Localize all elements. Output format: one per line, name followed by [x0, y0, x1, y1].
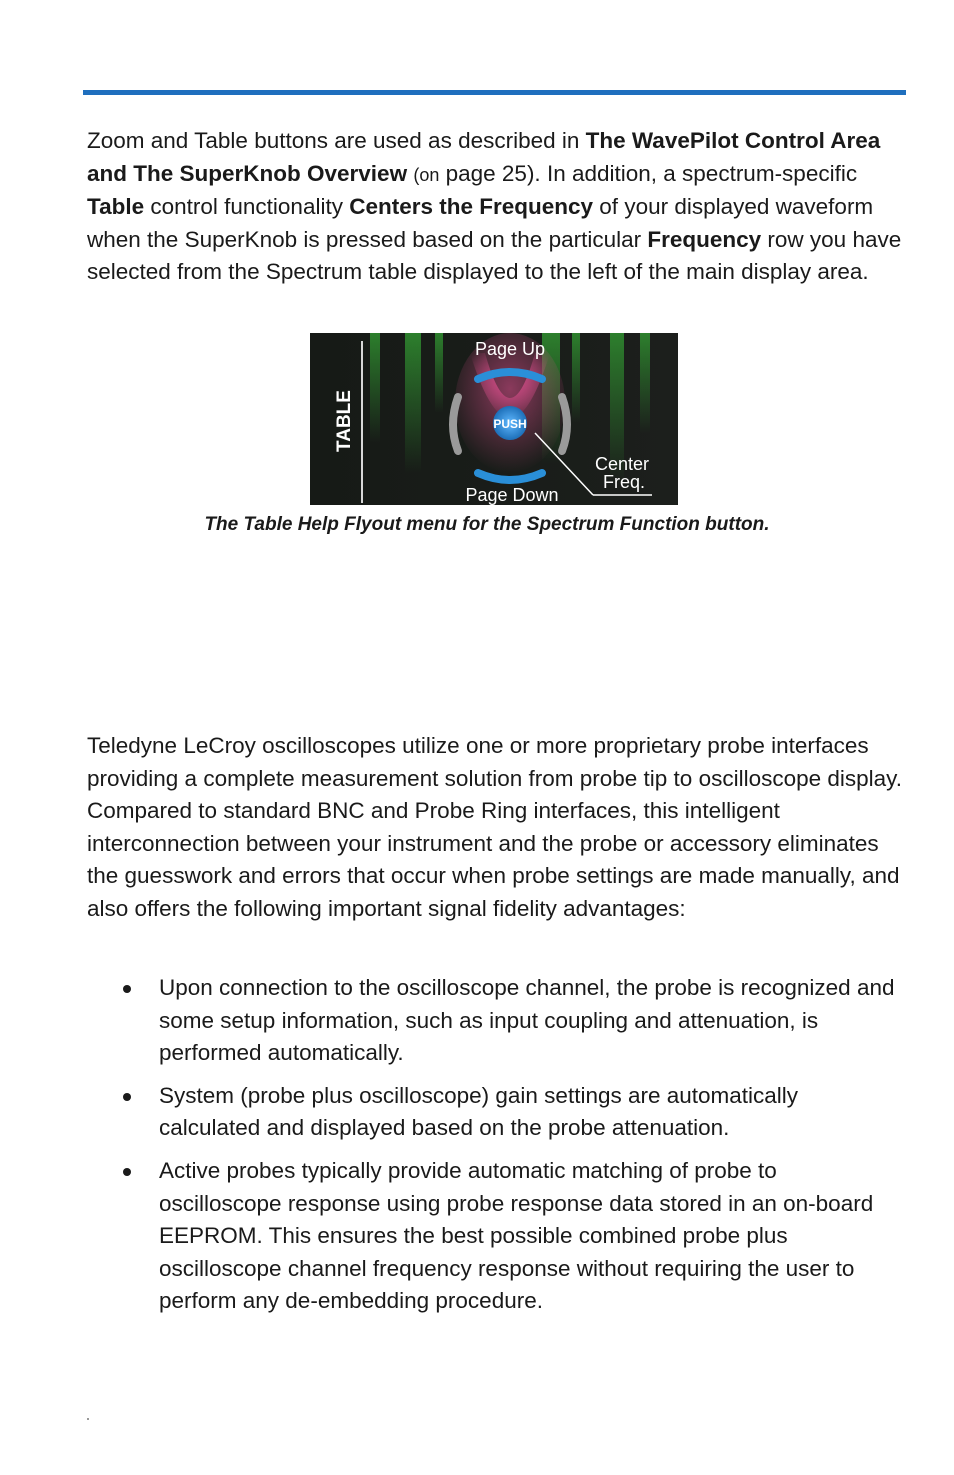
footer-mark — [87, 1418, 89, 1420]
probe-interface-paragraph: Teledyne LeCroy oscilloscopes utilize one or more proprietary probe interfaces providing a complete measurement solution from probe tip to oscilloscope display. Compared to standard BNC and Probe Ring interfaces, this intelligent interconnection between your instrument and the probe or accessory eliminates the guesswork and errors that occur when probe settings are made manually, and also offers the following important signal fidelity advantages: — [87, 733, 902, 921]
bullet-icon — [123, 985, 131, 993]
table-help-flyout-image — [310, 333, 678, 505]
page-down-label: Page Down — [465, 485, 559, 505]
bullet-icon — [123, 1168, 131, 1176]
figure-caption: The Table Help Flyout menu for the Spectrum Function button. — [204, 514, 770, 535]
header-rule — [83, 90, 906, 95]
center-freq-label-1: Center — [594, 454, 650, 474]
intro-paragraph: Zoom and Table buttons are used as described in The WavePilot Control Area and The SuperKnob Overview (on page 25). In addition, a spectrum-specific Table control functionality Centers the Frequency of your displayed waveform when the SuperKnob is pressed based on the particular Frequency row you have selected from the Spectrum table displayed to the left of the main display area. — [87, 128, 902, 285]
link-wavepilot-overview[interactable]: The WavePilot Control Area and The SuperKnob Overview — [87, 128, 881, 186]
center-freq-label-2: Freq. — [602, 472, 646, 492]
list-item: Upon connection to the oscilloscope channel, the probe is recognized and some setup information, such as input coupling and attenuation, is performed automatically. — [87, 972, 902, 1070]
bullet-icon — [123, 1093, 131, 1101]
advantages-list — [87, 972, 902, 1328]
page-up-label: Page Up — [474, 339, 546, 359]
table-label: TABLE — [334, 390, 355, 452]
list-item: Active probes typically provide automatic matching of probe to oscilloscope response using probe response data stored in an on-board EEPROM. This ensures the best possible combined probe plus oscilloscope channel frequency response without requiring the user to perform any de-embedding procedure. — [87, 1155, 902, 1318]
list-item: System (probe plus oscilloscope) gain settings are automatically calculated and displayed based on the probe attenuation. — [87, 1080, 902, 1145]
push-label: PUSH — [493, 417, 527, 431]
